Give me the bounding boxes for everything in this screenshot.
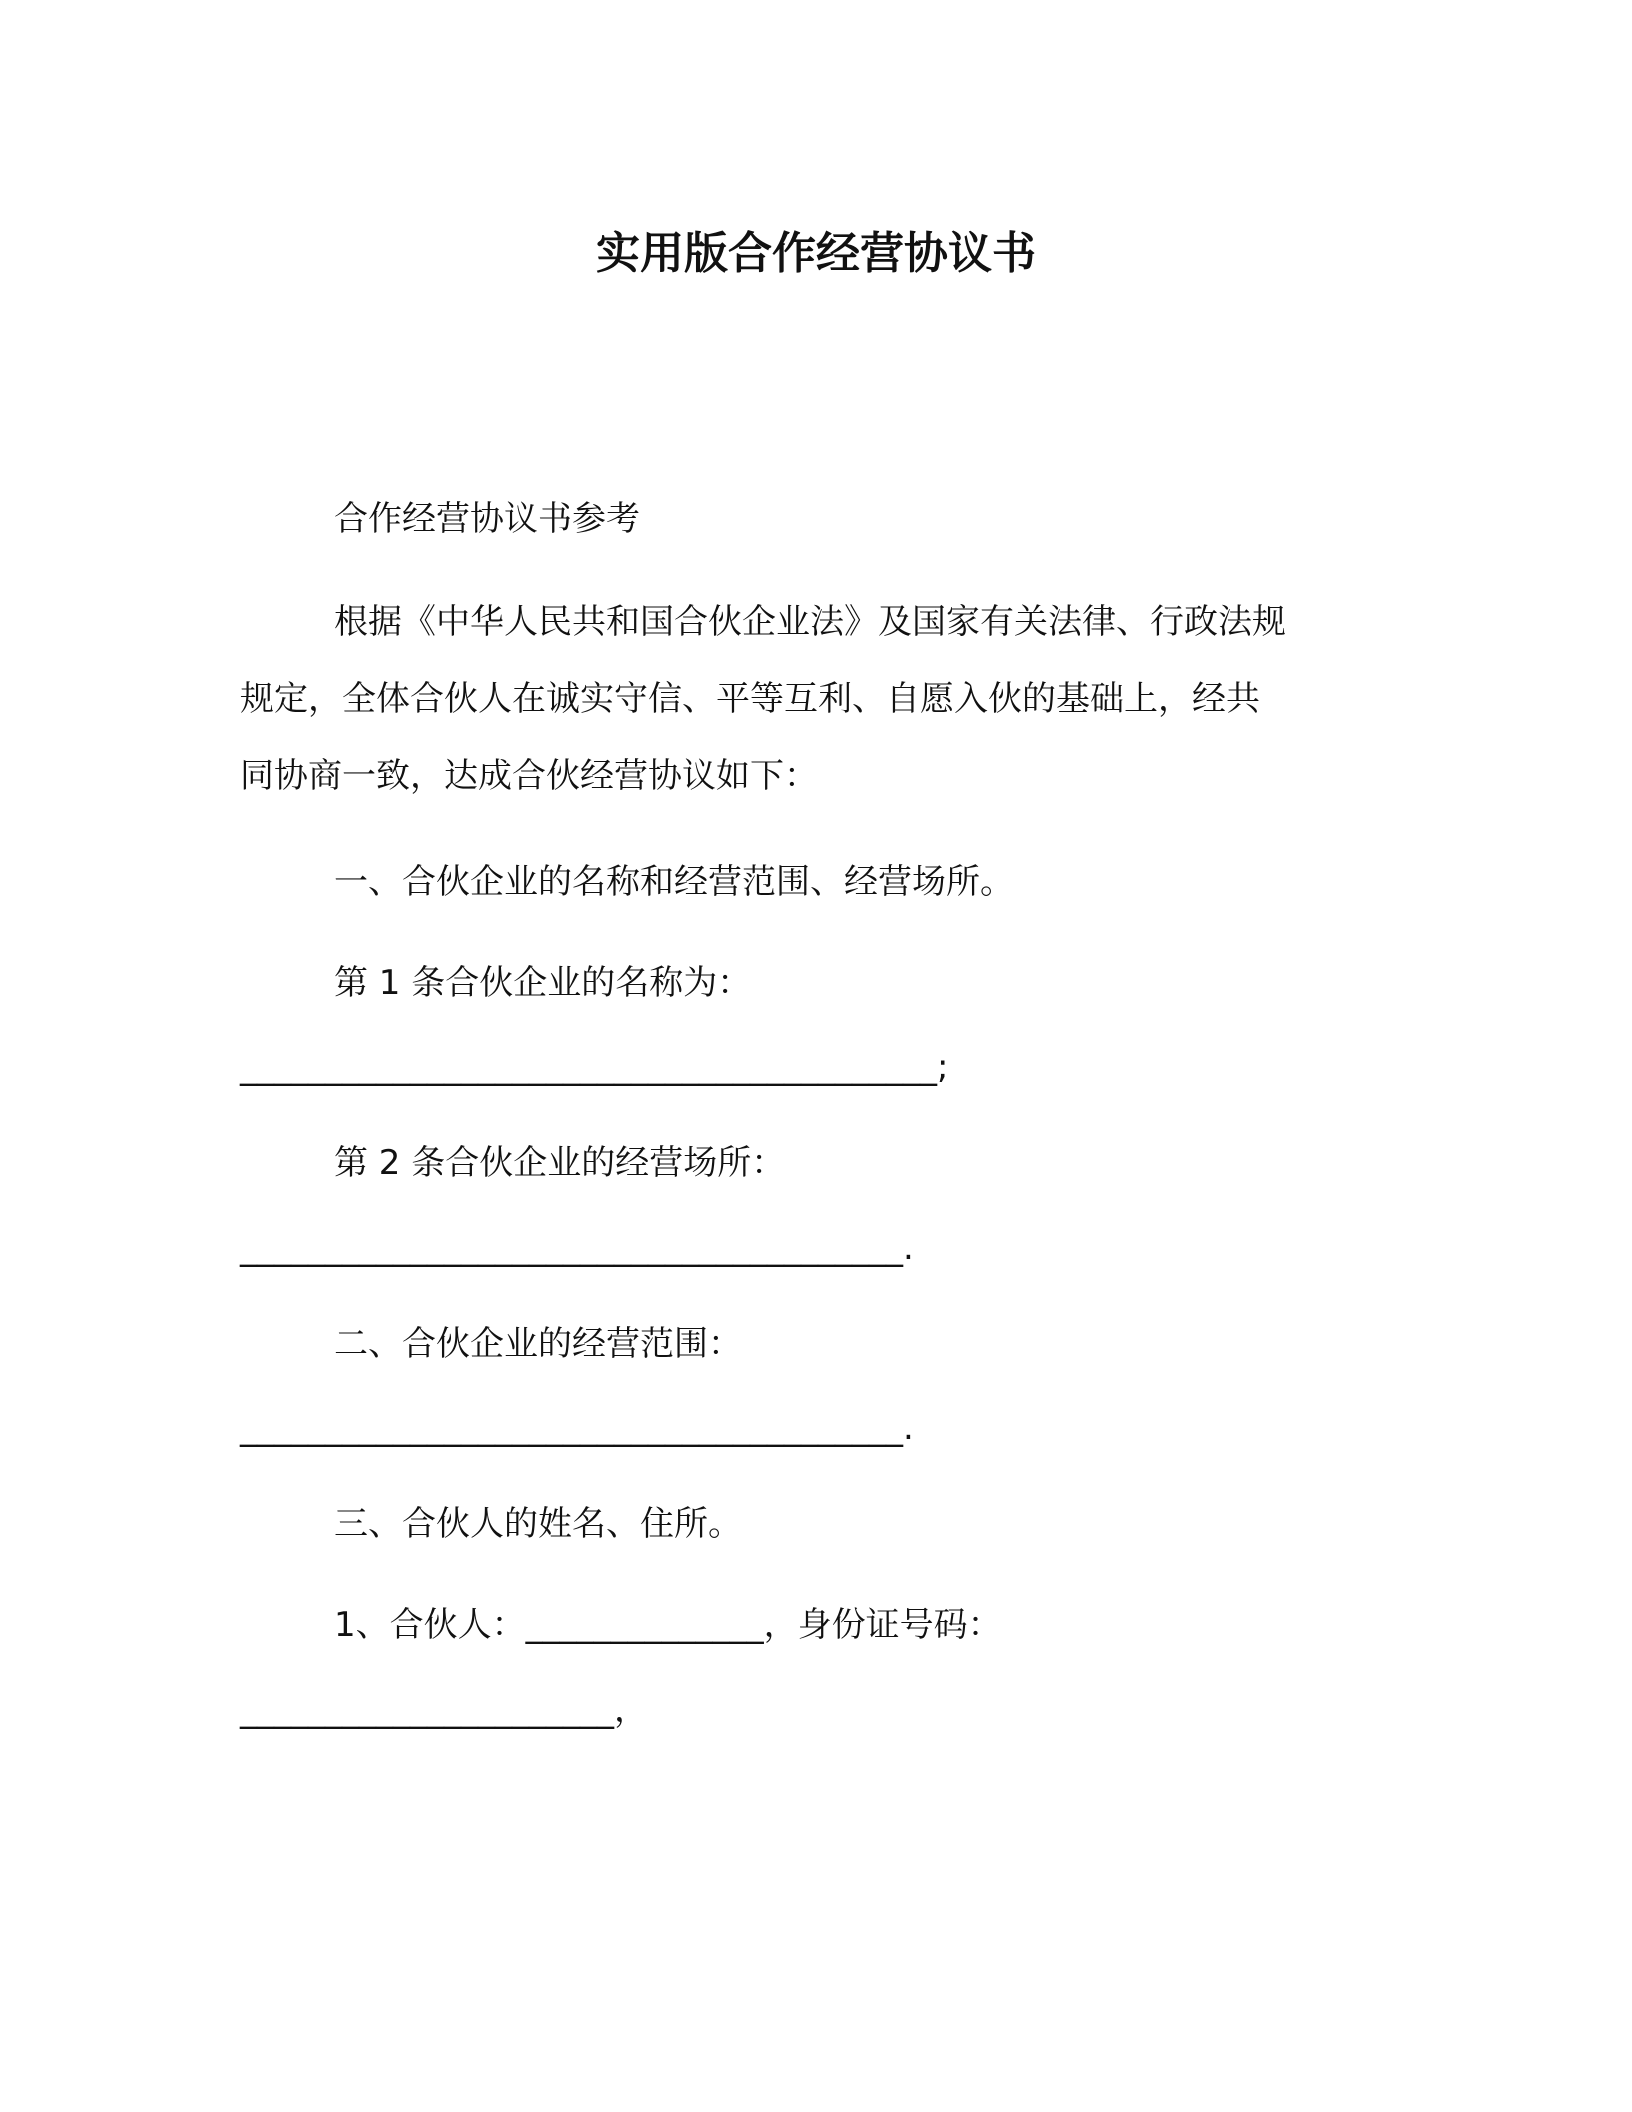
clause-2-blank-field: _______________________________________.	[240, 1228, 914, 1268]
document-subtitle: 合作经营协议书参考	[334, 499, 640, 539]
section-2-blank-field: _______________________________________.	[240, 1408, 914, 1448]
intro-line-1: 根据《中华人民共和国合伙企业法》及国家有关法律、行政法规	[334, 602, 1286, 642]
clause-1-blank-field: _________________________________________;	[240, 1047, 949, 1087]
section-1-heading: 一、合伙企业的名称和经营范围、经营场所。	[334, 862, 1014, 902]
document-title: 实用版合作经营协议书	[596, 228, 1036, 279]
intro-line-2: 规定，全体合伙人在诚实守信、平等互利、自愿入伙的基础上，经共	[240, 679, 1260, 719]
partner-1-line: 1、合伙人：______________，身份证号码：	[334, 1605, 1002, 1645]
section-3-heading: 三、合伙人的姓名、住所。	[334, 1504, 742, 1544]
section-2-heading: 二、合伙企业的经营范围：	[334, 1324, 742, 1364]
clause-1-label: 第 1 条合伙企业的名称为：	[334, 963, 752, 1003]
partner-1-id-blank-field: ______________________，	[240, 1690, 648, 1730]
clause-2-label: 第 2 条合伙企业的经营场所：	[334, 1143, 786, 1183]
intro-paragraph	[240, 584, 1400, 815]
intro-line-3: 同协商一致，达成合伙经营协议如下：	[240, 756, 818, 796]
